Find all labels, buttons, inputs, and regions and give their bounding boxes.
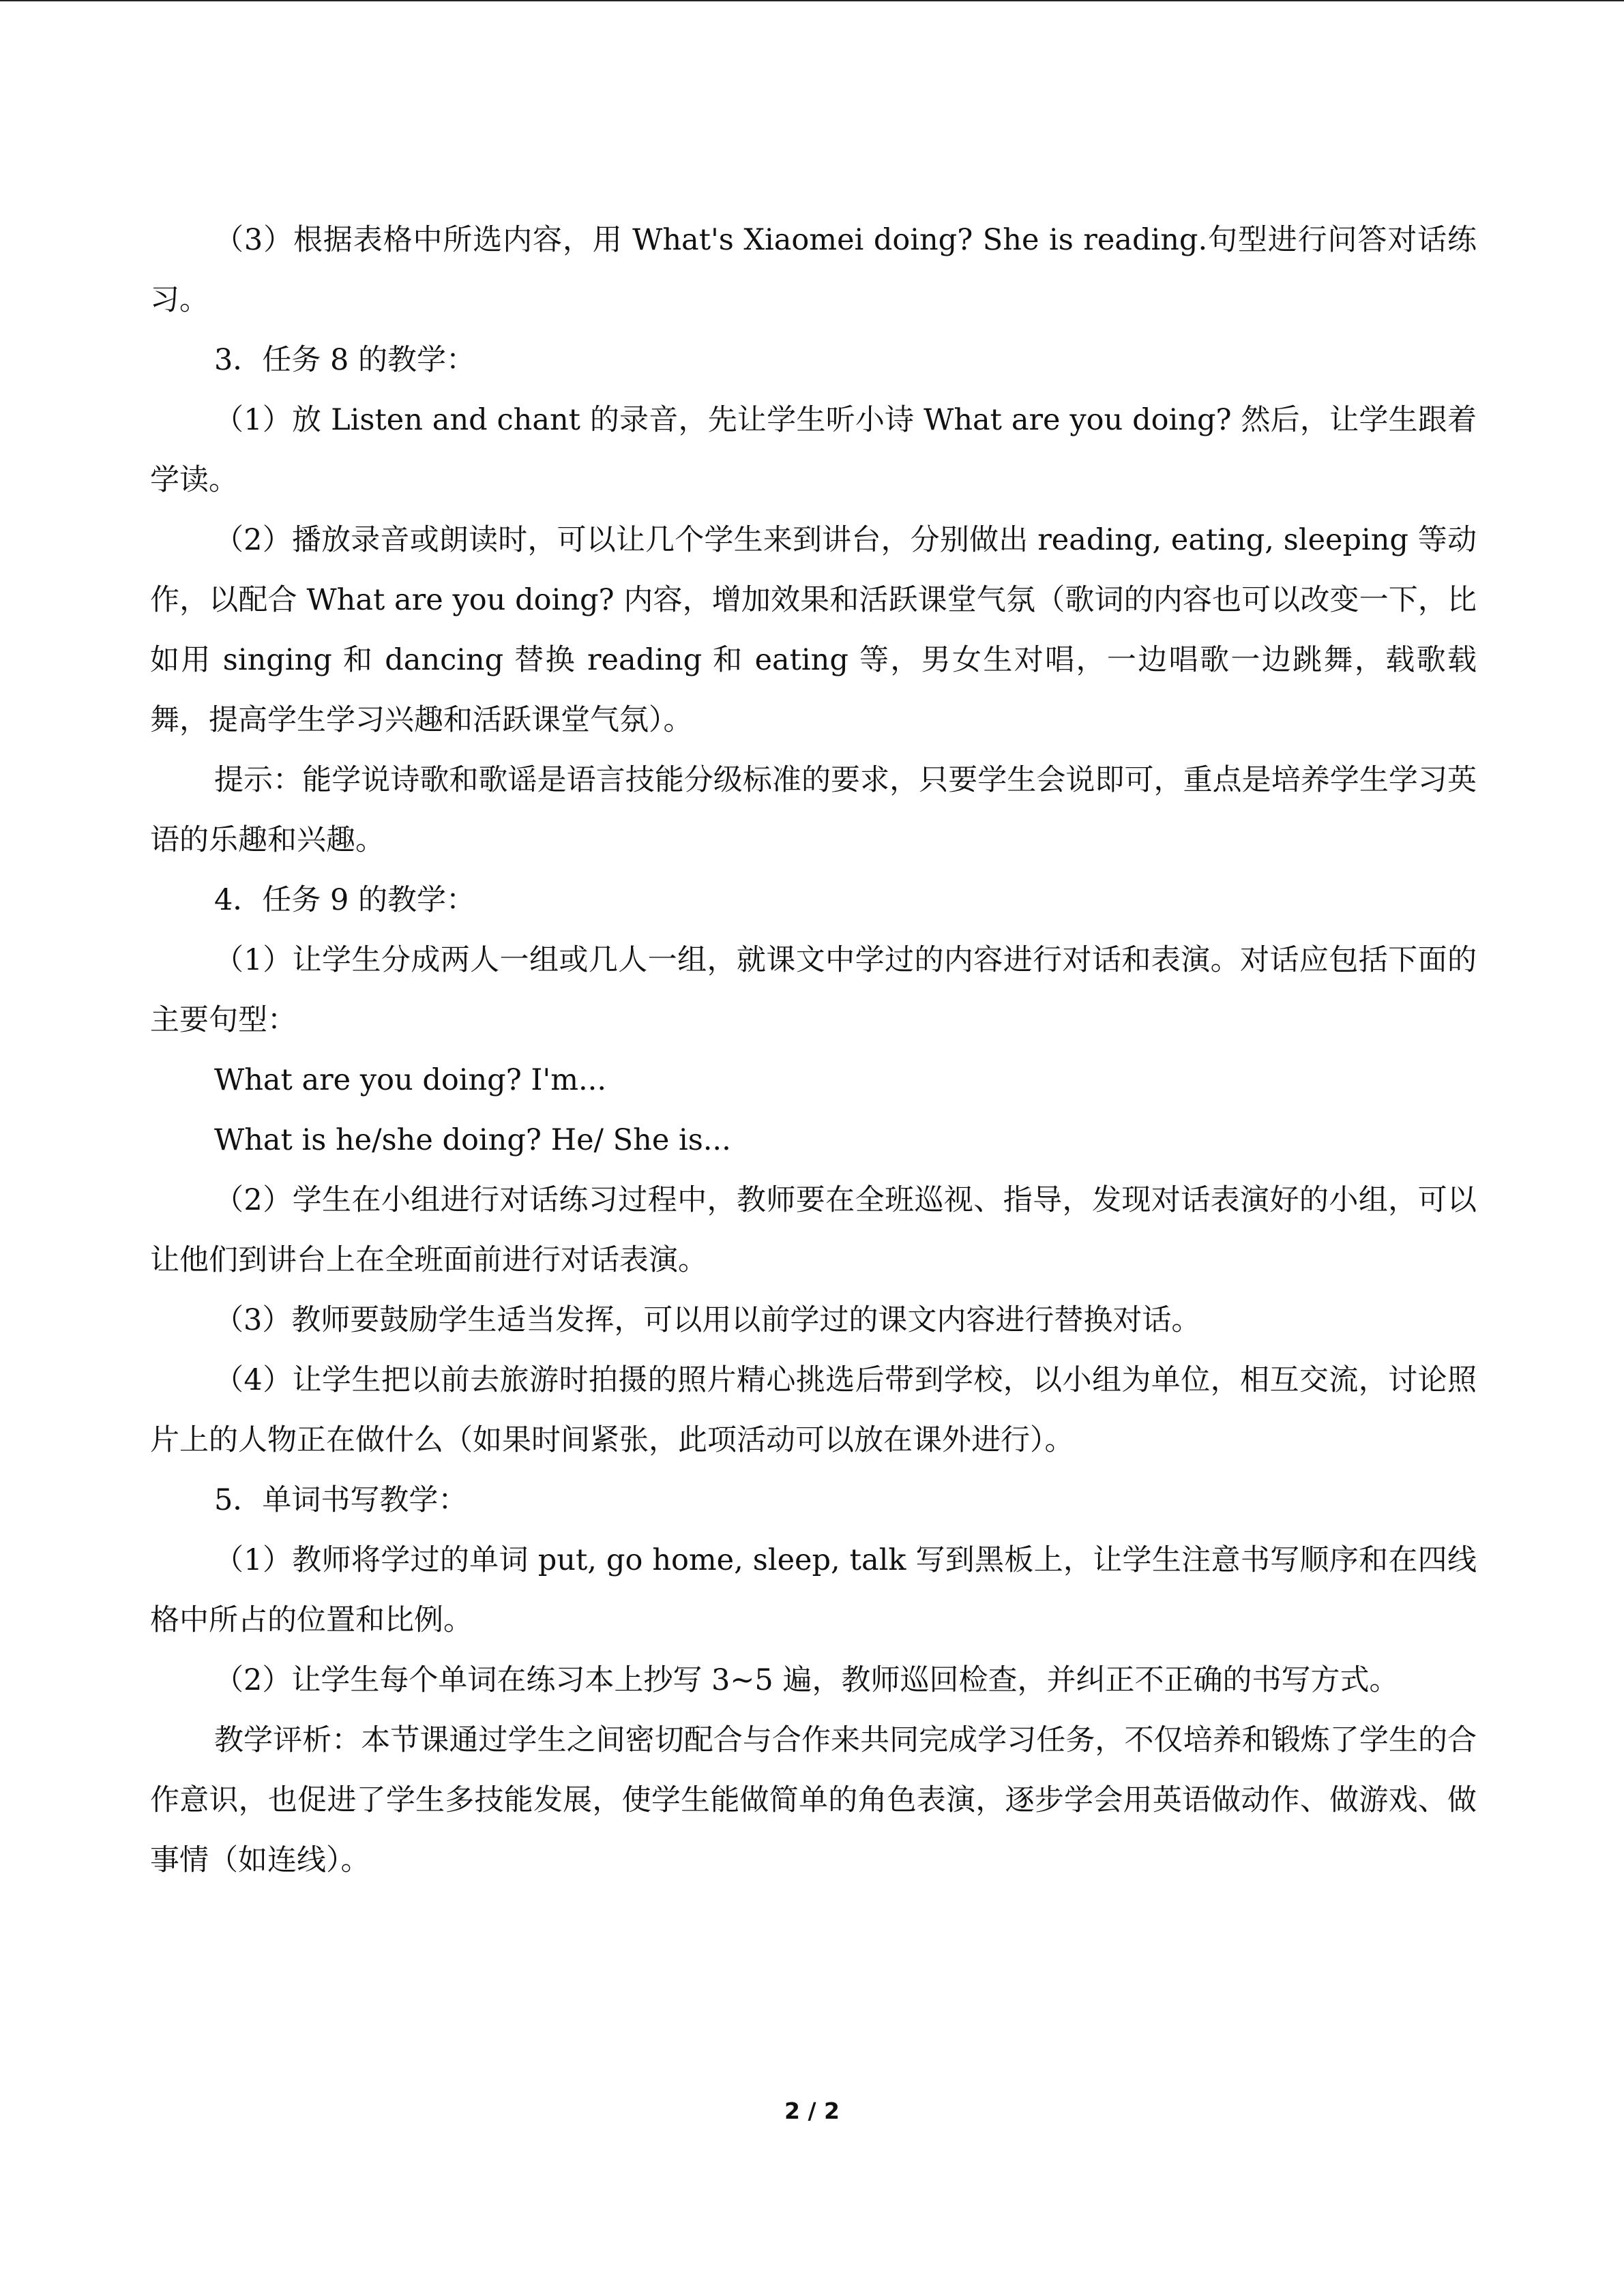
paragraph-task9-step3: （3）教师要鼓励学生适当发挥，可以用以前学过的课文内容进行替换对话。 xyxy=(214,1303,1201,1337)
page-top-border xyxy=(0,0,1624,1)
paragraph-writing-step1: （1）教师将学过的单词 put, go home, sleep, talk 写到黑板上，让学生注意书写顺序和在四线格中所占的位置和比例。 xyxy=(150,1543,1477,1637)
paragraph-teaching-review: 教学评析：本节课通过学生之间密切配合与合作来共同完成学习任务，不仅培养和锻炼了学生的合作意识，也促进了学生多技能发展，使学生能做简单的角色表演，逐步学会用英语做动作、做游戏、做事情（如连线）。 xyxy=(150,1723,1477,1877)
paragraph-writing-step2: （2）让学生每个单词在练习本上抄写 3~5 遍，教师巡回检查，并纠正不正确的书写方式。 xyxy=(214,1663,1399,1697)
heading-task9: 4．任务 9 的教学： xyxy=(214,883,476,917)
heading-word-writing: 5．单词书写教学： xyxy=(214,1483,468,1517)
sentence-pattern-1: What are you doing? I'm... xyxy=(214,1063,607,1097)
paragraph-task7-step3: （3）根据表格中所选内容，用 What's Xiaomei doing? She is reading.句型进行问答对话练习。 xyxy=(150,223,1477,317)
paragraph-task8-step1: （1）放 Listen and chant 的录音，先让学生听小诗 What are you doing? 然后，让学生跟着学读。 xyxy=(150,403,1477,497)
paragraph-tip: 提示：能学说诗歌和歌谣是语言技能分级标准的要求，只要学生会说即可，重点是培养学生学习英语的乐趣和兴趣。 xyxy=(150,763,1477,857)
document-body xyxy=(150,210,1477,1890)
page-number: 2 / 2 xyxy=(784,2098,840,2124)
paragraph-task9-step4: （4）让学生把以前去旅游时拍摄的照片精心挑选后带到学校，以小组为单位，相互交流，讨论照片上的人物正在做什么（如果时间紧张，此项活动可以放在课外进行）。 xyxy=(150,1363,1477,1457)
paragraph-task8-step2: （2）播放录音或朗读时，可以让几个学生来到讲台，分别做出 reading, eating, sleeping 等动作，以配合 What are you doing? 内容，增加效果和活跃课堂气氛（歌词的内容也可以改变一下，比如用 singing 和 dancing 替换 reading 和 eating 等，男女生对唱，一边唱歌一边跳舞，载歌载舞，提高学生学习兴趣和活跃课堂气氛）。 xyxy=(150,523,1477,737)
heading-task8: 3．任务 8 的教学： xyxy=(214,343,476,377)
paragraph-task9-step1: （1）让学生分成两人一组或几人一组，就课文中学过的内容进行对话和表演。对话应包括下面的主要句型： xyxy=(150,943,1477,1037)
paragraph-task9-step2: （2）学生在小组进行对话练习过程中，教师要在全班巡视、指导，发现对话表演好的小组，可以让他们到讲台上在全班面前进行对话表演。 xyxy=(150,1183,1477,1277)
sentence-pattern-2: What is he/she doing? He/ She is... xyxy=(214,1123,731,1157)
